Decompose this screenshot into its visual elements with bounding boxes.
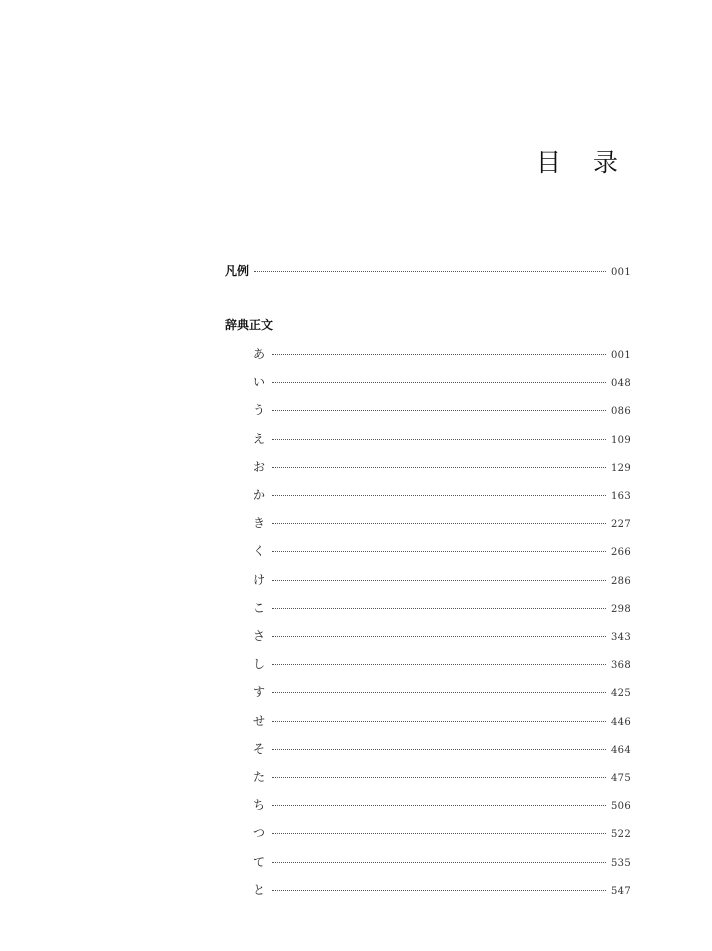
toc-page-number: 163 (611, 491, 631, 502)
toc-page-number: 547 (611, 886, 631, 897)
toc-entry-kana: て (252, 855, 265, 869)
toc-entry[interactable] (251, 430, 631, 450)
toc-entry-kana: す (252, 685, 265, 699)
toc-page-number: 475 (611, 773, 631, 784)
dot-leader (272, 495, 606, 496)
dot-leader (272, 523, 606, 524)
toc-entry[interactable] (251, 824, 631, 844)
dot-leader (272, 890, 606, 891)
dot-leader (272, 382, 606, 383)
toc-entry-kana: そ (252, 742, 265, 756)
toc-page-number: 086 (611, 406, 631, 417)
toc-entry-kana: さ (252, 629, 265, 643)
toc-page-number: 001 (611, 350, 631, 361)
toc-entry-kana: き (252, 516, 265, 530)
toc-entry-kana: と (252, 883, 265, 897)
toc-entry-kana: く (252, 544, 265, 558)
toc-page-number: 343 (611, 632, 631, 643)
toc-entry[interactable] (251, 796, 631, 816)
toc-page-number: 506 (611, 801, 631, 812)
dot-leader (272, 721, 606, 722)
toc-entry[interactable] (251, 345, 631, 365)
toc-entry-kana: つ (252, 826, 265, 840)
toc-page-number: 535 (611, 858, 631, 869)
toc-entry[interactable] (251, 514, 631, 534)
toc-entry-kana: お (252, 460, 265, 474)
dot-leader (272, 354, 606, 355)
toc-page-number: 446 (611, 717, 631, 728)
dot-leader (272, 692, 606, 693)
toc-page-number: 227 (611, 519, 631, 530)
toc-entry-kana: あ (252, 347, 265, 361)
toc-page-number: 129 (611, 463, 631, 474)
toc-entry[interactable] (251, 881, 631, 901)
toc-entry[interactable] (251, 373, 631, 393)
toc-entry-kana: こ (252, 601, 265, 615)
toc-page-number: 298 (611, 604, 631, 615)
dot-leader (272, 608, 606, 609)
toc-entry-kana: い (252, 375, 265, 389)
toc-page-number: 109 (611, 435, 631, 446)
toc-entry[interactable] (251, 599, 631, 619)
dot-leader (272, 862, 606, 863)
toc-entry[interactable] (251, 542, 631, 562)
toc-page-number: 425 (611, 688, 631, 699)
toc-entry-preface[interactable] (225, 262, 631, 282)
toc-entry[interactable] (251, 627, 631, 647)
toc-page-number: 522 (611, 829, 631, 840)
toc-entry[interactable] (251, 655, 631, 675)
toc-entry[interactable] (251, 458, 631, 478)
dot-leader (272, 636, 606, 637)
toc-entry[interactable] (251, 740, 631, 760)
dot-leader (272, 833, 606, 834)
dot-leader (272, 467, 606, 468)
toc-entry-kana: け (252, 573, 265, 587)
dot-leader (254, 271, 606, 272)
toc-page-number: 001 (611, 267, 631, 278)
toc-entry[interactable] (251, 486, 631, 506)
toc-entry[interactable] (251, 571, 631, 591)
toc-page-number: 368 (611, 660, 631, 671)
toc-page-number: 286 (611, 576, 631, 587)
toc-entry-kana: た (252, 770, 265, 784)
toc-entry-kana: か (252, 488, 265, 502)
dot-leader (272, 805, 606, 806)
dot-leader (272, 551, 606, 552)
toc-entry[interactable] (251, 683, 631, 703)
dot-leader (272, 777, 606, 778)
dot-leader (272, 439, 606, 440)
toc-page-number: 266 (611, 547, 631, 558)
toc-entry-label: 凡例 (225, 264, 250, 278)
page-title: 目 录 (536, 148, 630, 177)
toc-entry-kana: う (252, 403, 265, 417)
toc-entry[interactable] (251, 768, 631, 788)
dot-leader (272, 664, 606, 665)
dot-leader (272, 410, 606, 411)
toc-page-number: 048 (611, 378, 631, 389)
toc-entry[interactable] (251, 401, 631, 421)
toc-entry-kana: し (252, 657, 265, 671)
toc-entry-kana: ち (252, 798, 265, 812)
toc-page-number: 464 (611, 745, 631, 756)
dot-leader (272, 580, 606, 581)
toc-entry[interactable] (251, 853, 631, 873)
dot-leader (272, 749, 606, 750)
toc-entry-kana: せ (252, 714, 265, 728)
toc-entry[interactable] (251, 712, 631, 732)
section-heading: 辞典正文 (225, 318, 274, 332)
toc-entry-kana: え (252, 432, 265, 446)
